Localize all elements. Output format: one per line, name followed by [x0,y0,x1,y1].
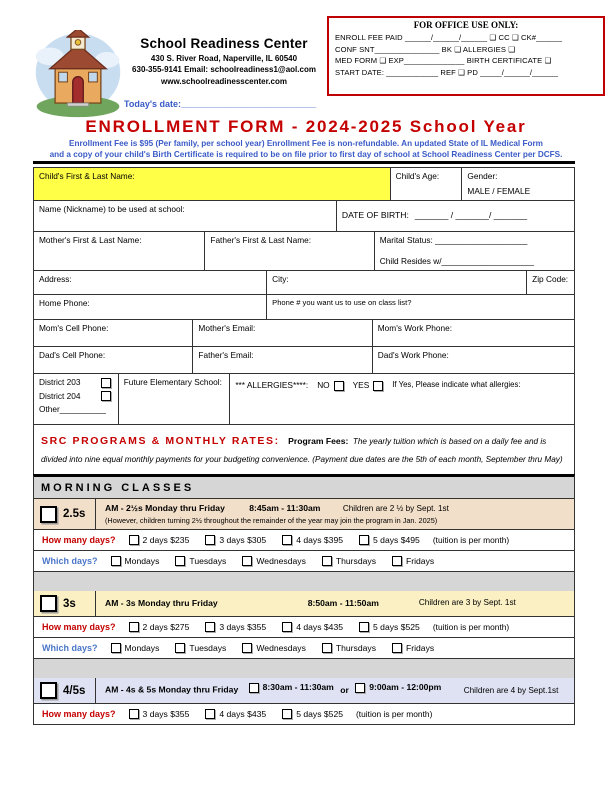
src-programs-section [33,425,575,474]
price-option-label: 3 days $355 [142,709,190,720]
price-option[interactable] [282,709,343,719]
dad-cell-field[interactable]: Dad's Cell Phone: [34,347,193,373]
mother-email-field[interactable]: Mother's Email: [193,320,372,346]
form-body [33,167,575,725]
day-option[interactable] [111,556,160,566]
day-option[interactable] [392,556,434,566]
child-resides-label[interactable]: Child Resides w/____________________ [379,255,534,266]
price-option-checkbox[interactable] [359,622,369,632]
class-3s-which-days-row [34,637,574,658]
table-row [34,201,574,232]
schoolhouse-logo-icon [34,30,122,118]
form-subtitle-line1: Enrollment Fee is $95 (Per family, per school year) Enrollment Fee is non-refundable. An updated State of IL Medical Form [69,139,543,148]
address-field[interactable]: Address: [34,271,267,294]
marital-status-field[interactable] [375,232,574,270]
allergies-if-yes-label[interactable]: If Yes, Please indicate what allergies: [392,380,521,389]
district-option-label: District 203 [39,377,81,387]
district-options [39,377,113,402]
day-option[interactable] [242,643,306,653]
price-option-checkbox[interactable] [282,622,292,632]
class-2-5s-day-options [111,556,435,566]
time-option-1[interactable] [249,682,334,693]
school-website: www.schoolreadinesscenter.com [161,76,287,86]
office-use-line: CONF SNT_______________ BK ❑ ALLERGIES ❑ [335,44,516,54]
office-use-line: MED FORM ❑ EXP______________ BIRTH CERTIFICATE ❑ [335,56,552,66]
office-use-line: ENROLL FEE PAID ______/______/______ ❑ CC ❑ CK#______ [335,33,563,43]
office-use-line: START DATE: ____________ REF ❑ PD _____/______/______ [335,67,559,77]
price-option[interactable] [205,622,266,632]
time-option-1-checkbox[interactable] [249,683,259,693]
day-option-checkbox[interactable] [111,643,121,653]
allergies-label: *** ALLERGIES****: [235,380,309,390]
price-option[interactable] [129,535,190,545]
price-option-label: 4 days $395 [296,535,344,546]
class-2-5s-price-options [129,535,420,545]
day-option[interactable] [392,643,434,653]
how-many-days-label: How many days? [42,622,116,633]
allergies-no-checkbox[interactable] [334,381,344,391]
gender-field[interactable] [462,168,574,200]
mother-name-field[interactable]: Mother's First & Last Name: [34,232,205,270]
dad-work-field[interactable]: Dad's Work Phone: [377,350,449,360]
day-option-label: Wednesdays [256,556,306,567]
father-email-field[interactable]: Father's Email: [193,347,372,373]
day-option-label: Fridays [406,556,435,567]
dob-slots[interactable]: _______ / _______/ _______ [414,210,528,221]
price-option-checkbox[interactable] [205,622,215,632]
district-option[interactable] [39,377,111,388]
price-option-label: 3 days $305 [219,535,267,546]
child-info-table [33,167,575,425]
class-4-5s-label: 4/5s [63,684,86,697]
class-block-2-5s [33,499,575,572]
class-3s-age-note: Children are 3 by Sept. 1st [418,598,516,608]
table-row [34,232,574,271]
day-option-checkbox[interactable] [322,556,332,566]
dob-field[interactable] [337,201,574,231]
price-option[interactable] [205,535,266,545]
price-option-label: 4 days $435 [296,622,344,633]
school-phone-email: 630-355-9141 Email: schoolreadiness1@aol.com [132,65,316,74]
class-block-3s [33,591,575,659]
dob-label: DATE OF BIRTH: [341,210,409,221]
city-field[interactable]: City: [267,271,527,294]
day-option-label: Mondays [124,556,160,567]
day-option-checkbox[interactable] [392,643,402,653]
price-option-label: 5 days $495 [373,535,420,546]
day-option-label: Thursdays [335,556,376,567]
class-4-5s-description [96,678,574,703]
price-option-checkbox[interactable] [282,535,292,545]
time-option-2-checkbox[interactable] [355,683,365,693]
class-3s-day-options [111,643,435,653]
class-block-2-5s-header [34,499,574,529]
zip-field[interactable]: Zip Code: [532,274,569,284]
marital-status-label[interactable]: Marital Status: ____________________ [379,235,528,245]
day-option-label: Mondays [124,643,160,654]
price-option-label: 4 days $435 [219,709,267,720]
price-option-label: 2 days $235 [142,535,190,546]
price-option[interactable] [205,709,266,719]
how-many-days-label: How many days? [42,709,116,720]
price-option-checkbox[interactable] [129,535,139,545]
class-3s-time: 8:50am - 11:50am [307,598,379,609]
class-block-3s-header [34,591,574,616]
price-option[interactable] [282,622,343,632]
table-row [34,374,574,425]
class-list-phone-field[interactable]: Phone # you want us to use on class list? [272,298,412,307]
day-option-label: Thursdays [335,643,376,654]
day-option-checkbox[interactable] [322,643,332,653]
price-option-checkbox[interactable] [359,535,369,545]
district-option[interactable] [39,391,111,402]
tuition-note: (tuition is per month) [356,709,433,720]
allergies-yes-checkbox[interactable] [373,381,383,391]
child-age-field[interactable]: Child's Age: [391,168,463,200]
class-4-5s-checkbox[interactable] [40,682,57,699]
price-option-label: 2 days $275 [142,622,190,633]
child-name-field[interactable]: Child's First & Last Name: [34,168,391,200]
day-option-label: Tuesdays [189,556,227,567]
allergies-no-label: NO [317,380,330,390]
morning-classes-header: MORNING CLASSES [33,474,575,499]
class-2-5s-how-many-row [34,529,574,550]
office-use-title: FOR OFFICE USE ONLY: [413,20,519,30]
day-option[interactable] [175,556,226,566]
how-many-days-label: How many days? [42,535,116,546]
table-row [34,320,574,347]
src-programs-heading: SRC PROGRAMS & MONTHLY RATES: [41,435,280,447]
district-checkbox[interactable] [101,378,111,388]
section-spacer [33,659,575,678]
class-2-5s-age-note: Children are 2 ½ by Sept. 1st [342,504,449,513]
todays-date-field[interactable]: Today's date:___________________________ [124,99,317,109]
mom-work-field[interactable]: Mom's Work Phone: [377,323,453,333]
price-option[interactable] [282,535,343,545]
price-option-label: 5 days $525 [373,622,420,633]
time-option-2[interactable] [355,682,441,693]
district-checkbox[interactable] [101,391,111,401]
form-subtitle [35,139,577,160]
class-3s-how-many-row [34,616,574,637]
class-2-5s-time: 8:45am - 11:30am [249,503,321,513]
day-option-checkbox[interactable] [392,556,402,566]
allergies-yes-option[interactable] [353,380,384,391]
home-phone-field[interactable]: Home Phone: [34,295,267,319]
class-2-5s-sub-note: (However, children turning 2½ throughout the remainder of the year may join the program in Jan. 2025) [105,515,438,525]
form-subtitle-line2: and a copy of your child's Birth Certificate is required to be on file prior to first day of school at School Readiness Center per DCFS. [49,149,563,159]
mom-cell-field[interactable]: Mom's Cell Phone: [34,320,193,346]
class-2-5s-select[interactable] [34,499,96,529]
table-row [34,347,574,374]
day-option[interactable] [175,643,226,653]
divider-rule [33,161,575,164]
class-3s-checkbox[interactable] [40,595,57,612]
day-option-checkbox[interactable] [111,556,121,566]
day-option[interactable] [322,643,376,653]
which-days-label: Which days? [42,643,98,654]
day-option-checkbox[interactable] [175,556,185,566]
price-option-checkbox[interactable] [205,709,215,719]
price-option-checkbox[interactable] [205,535,215,545]
price-option[interactable] [359,622,420,632]
table-row [34,295,574,320]
day-option[interactable] [111,643,160,653]
price-option-label: 5 days $525 [296,709,344,720]
class-2-5s-checkbox[interactable] [40,506,57,523]
which-days-label: Which days? [42,556,98,567]
allergies-field [230,374,574,424]
class-3s-select[interactable] [34,591,96,616]
school-address: 430 S. River Road, Naperville, IL 60540 [150,53,298,63]
school-info [116,36,332,86]
gender-label: Gender: [467,171,498,181]
price-option-checkbox[interactable] [129,622,139,632]
day-option-checkbox[interactable] [242,556,252,566]
price-option-checkbox[interactable] [282,709,292,719]
class-3s-schedule: AM - 3s Monday thru Friday [105,598,218,609]
class-3s-price-options [129,622,420,632]
class-4-5s-how-many-row [34,703,574,724]
day-option-label: Fridays [406,643,435,654]
school-name: School Readiness Center [140,36,308,51]
price-option-label: 3 days $355 [219,622,267,633]
class-3s-description [96,591,574,616]
program-fees-description: The yearly tuition which is based on a daily fee and is divided into nine equal monthly payments for your budgeting convenience. (Payment due dates are the 5th of each month, September thru May) [41,437,563,464]
table-row [34,168,574,201]
father-name-field[interactable]: Father's First & Last Name: [205,232,374,270]
day-option-label: Tuesdays [189,643,227,654]
or-text: or [340,684,349,695]
gender-options[interactable]: MALE / FEMALE [467,185,531,196]
section-spacer [33,572,575,591]
price-option[interactable] [129,622,190,632]
class-4-5s-select[interactable] [34,678,96,703]
price-option[interactable] [129,709,190,719]
class-block-4-5s [33,678,575,725]
nickname-field[interactable]: Name (Nickname) to be used at school: [34,201,337,231]
office-use-box [327,16,605,96]
day-option-checkbox[interactable] [242,643,252,653]
class-2-5s-label: 2.5s [63,508,86,521]
district-other-field[interactable]: Other__________ [39,404,106,415]
office-use-lines [335,34,597,77]
day-option[interactable] [322,556,376,566]
tuition-note: (tuition is per month) [432,535,510,546]
price-option[interactable] [359,535,420,545]
class-2-5s-schedule: AM - 2½s Monday thru Friday [105,503,225,513]
table-row [34,271,574,295]
class-4-5s-schedule: AM - 4s & 5s Monday thru Friday [105,684,239,695]
time-option-1-label: 8:30am - 11:30am [262,682,334,693]
price-option-checkbox[interactable] [129,709,139,719]
program-fees-label: Program Fees: [288,436,349,446]
day-option-label: Wednesdays [256,643,306,654]
form-title: ENROLLMENT FORM - 2024-2025 School Year [85,117,527,136]
tuition-note: (tuition is per month) [432,622,510,633]
class-3s-label: 3s [63,597,76,610]
future-school-field[interactable]: Future Elementary School: [119,374,231,424]
allergies-no-option[interactable] [317,380,343,391]
day-option-checkbox[interactable] [175,643,185,653]
time-option-2-label: 9:00am - 12:00pm [369,682,442,693]
day-option[interactable] [242,556,306,566]
district-option-label: District 204 [39,390,81,401]
class-4-5s-age-note: Children are 4 by Sept.1st [463,685,559,695]
allergies-yes-label: YES [352,380,370,390]
class-2-5s-description [96,499,574,529]
class-block-4-5s-header [34,678,574,703]
class-4-5s-price-options [129,709,343,719]
class-2-5s-which-days-row [34,550,574,571]
district-field [34,374,119,424]
